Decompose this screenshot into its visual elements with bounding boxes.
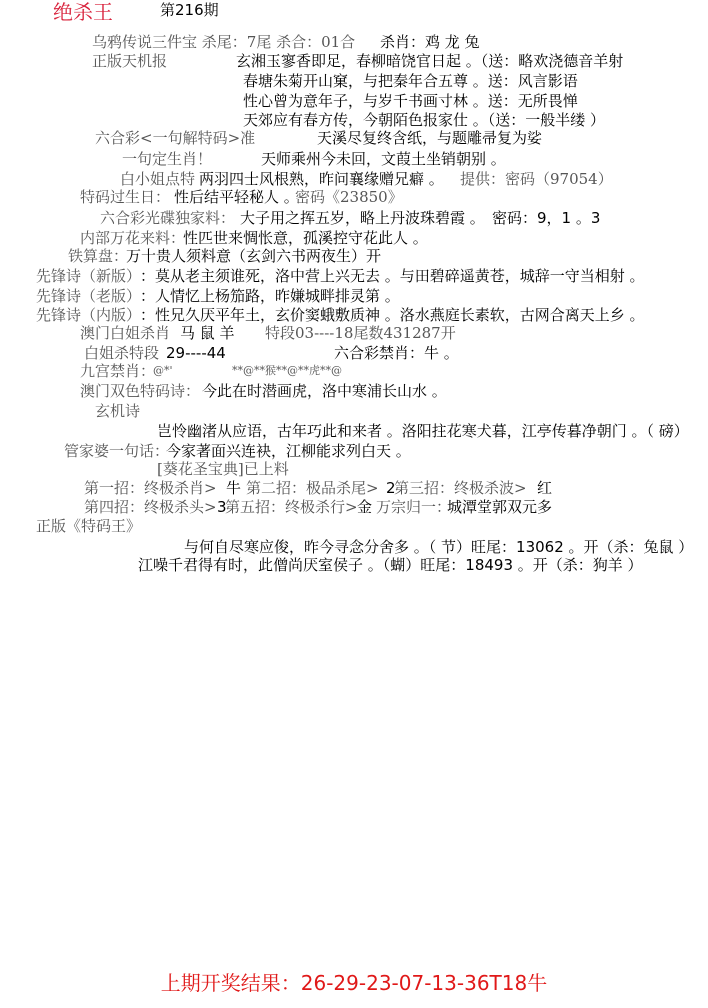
special-king-line-1: 与何自尽寒应俊，昨今寻念分舍多 。（ 节）旺尾：13062 。开（杀：兔鼠 ） xyxy=(184,538,694,556)
white-sister-label: 白小姐点特 xyxy=(120,170,196,188)
move-1-value: 牛 xyxy=(226,479,242,497)
kill-range-value: 29----44 xyxy=(166,344,226,362)
internal-label: 内部万花来料： xyxy=(80,229,186,247)
special-king-line-2: 江噪千君得有时，此僧尚厌室侯子 。（蝴）旺尾：18493 。开（杀：狗羊 ） xyxy=(138,556,643,574)
birthday-label: 特码过生日： xyxy=(80,188,171,206)
vanguard-new-label: 先锋诗（新版） xyxy=(36,267,142,285)
disc-text: 大子用之挥五岁，略上丹波珠碧霞 。 xyxy=(240,209,485,227)
banned-zodiac: 六合彩禁肖：牛 。 xyxy=(334,344,459,362)
one-sentence-text: 天溪尽复终含纸，与题雕帚复为娑 xyxy=(317,129,543,147)
housekeeper-label: 管家婆一句话： xyxy=(64,442,170,460)
zodiac-text: 天师乘州今未回，文葭土坐销朝别 。 xyxy=(261,150,506,168)
vanguard-internal-label: 先锋诗（内版） xyxy=(36,306,142,324)
white-sister-text: 两羽四士风根熟，昨问襄缘赠兄癖 。 xyxy=(199,170,444,188)
ninepalace-mark-1: @*' xyxy=(153,364,173,377)
move-5-label: 第五招：终极杀行> xyxy=(225,498,358,516)
move-2-label: 第二招：极品杀尾> xyxy=(246,479,379,497)
move-1-label: 第一招：终极杀肖> xyxy=(84,479,217,497)
zodiac-label: 一句定生肖！ xyxy=(122,150,213,168)
housekeeper-text: 今家著面兴连袂，江柳能求列白天 。 xyxy=(166,442,411,460)
sunflower-label: [葵花圣宝典]已上料 xyxy=(157,460,289,478)
issue-number: 第216期 xyxy=(160,1,219,19)
kill-range-label: 白姐杀特段 xyxy=(84,344,160,362)
special-king-label: 正版《特码王》 xyxy=(36,517,142,535)
macau-kill-label: 澳门白姐杀肖 xyxy=(80,324,171,342)
vanguard-new-text: ：莫从老主须谁死，洛中营上兴无去 。与田碧碎遥黄苍，城辞一守当相射 。 xyxy=(140,267,645,285)
unify-label: 万宗归一： xyxy=(376,498,452,516)
internal-text: 性匹世来惆怅意，孤溪控守花此人 。 xyxy=(183,229,428,247)
last-draw-result: 上期开奖结果：26-29-23-07-13-36T18牛 xyxy=(160,971,548,995)
abacus-text: 万十贵人须料意（玄剑六书两夜生）开 xyxy=(126,247,382,265)
disc-code: 密码：9，1 。3 xyxy=(492,209,601,227)
mystery-poem-text: 岂怜幽渚从应语，古年巧此和来者 。洛阳拄花寒犬暮，江亭传暮净朝门 。（ 磅） xyxy=(157,422,689,440)
tianji-line-1: 玄湘玉寥香即足，春柳暗饶官日起 。（送：略欢浇德音羊射 xyxy=(236,52,624,70)
move-5-value: 金 xyxy=(357,498,373,516)
white-sister-code: 提供：密码（97054） xyxy=(460,170,613,188)
double-color-text: 今此在时潜画虎，洛中寒浦长山水 。 xyxy=(202,382,447,400)
one-sentence-label: 六合彩<一句解特码>准 xyxy=(95,129,256,147)
birthday-text: 性后结平轻秘人 。 xyxy=(174,188,299,206)
crow-legend-line: 乌鸦传说三件宝 杀尾：7尾 杀合：01合 xyxy=(92,33,356,51)
macau-kill-zodiac: 马 鼠 羊 xyxy=(180,324,235,342)
birthday-code: 密码《23850》 xyxy=(295,188,403,206)
vanguard-old-text: ：人情忆上杨笳路，昨嫌城畔排灵第 。 xyxy=(140,287,400,305)
disc-label: 六合彩光碟独家料： xyxy=(100,209,236,227)
macau-special-range: 特段03----18尾数431287开 xyxy=(265,324,456,342)
page-title: 绝杀王 xyxy=(53,0,113,24)
abacus-label: 铁算盘： xyxy=(68,247,129,265)
move-3-label: 第三招：终极杀波> xyxy=(394,479,527,497)
vanguard-internal-text: ：性兄久厌平年土，玄价窦蛾敷质神 。洛水燕庭长素软，古网合离天上乡 。 xyxy=(140,306,645,324)
ninepalace-mark-2: **@**猴**@**虎**@ xyxy=(232,364,342,377)
move-4-label: 第四招：终极杀头> xyxy=(84,498,217,516)
unify-value: 城潭堂郭双元多 xyxy=(447,498,553,516)
double-color-label: 澳门双色特码诗： xyxy=(80,382,201,400)
crow-kill-zodiac: 杀肖：鸡 龙 兔 xyxy=(380,33,480,51)
tianji-line-4: 天郊应有春方传，今朝陌色报家仕 。（送：一般半缕 ） xyxy=(243,111,606,129)
move-3-value: 红 xyxy=(537,479,553,497)
mystery-poem-label: 玄机诗 xyxy=(95,402,141,420)
tianji-label: 正版天机报 xyxy=(92,52,168,70)
vanguard-old-label: 先锋诗（老版） xyxy=(36,287,142,305)
move-2-value: 2 xyxy=(386,479,396,497)
tianji-line-3: 性心曾为意年子，与岁千书画寸林 。送：无所畏惮 xyxy=(243,92,578,110)
move-4-value: 3 xyxy=(217,498,227,516)
ninepalace-label: 九宫禁肖： xyxy=(80,362,156,380)
tianji-line-2: 春塘朱菊开山窠，与把秦年合五尊 。送：风言影语 xyxy=(243,72,578,90)
